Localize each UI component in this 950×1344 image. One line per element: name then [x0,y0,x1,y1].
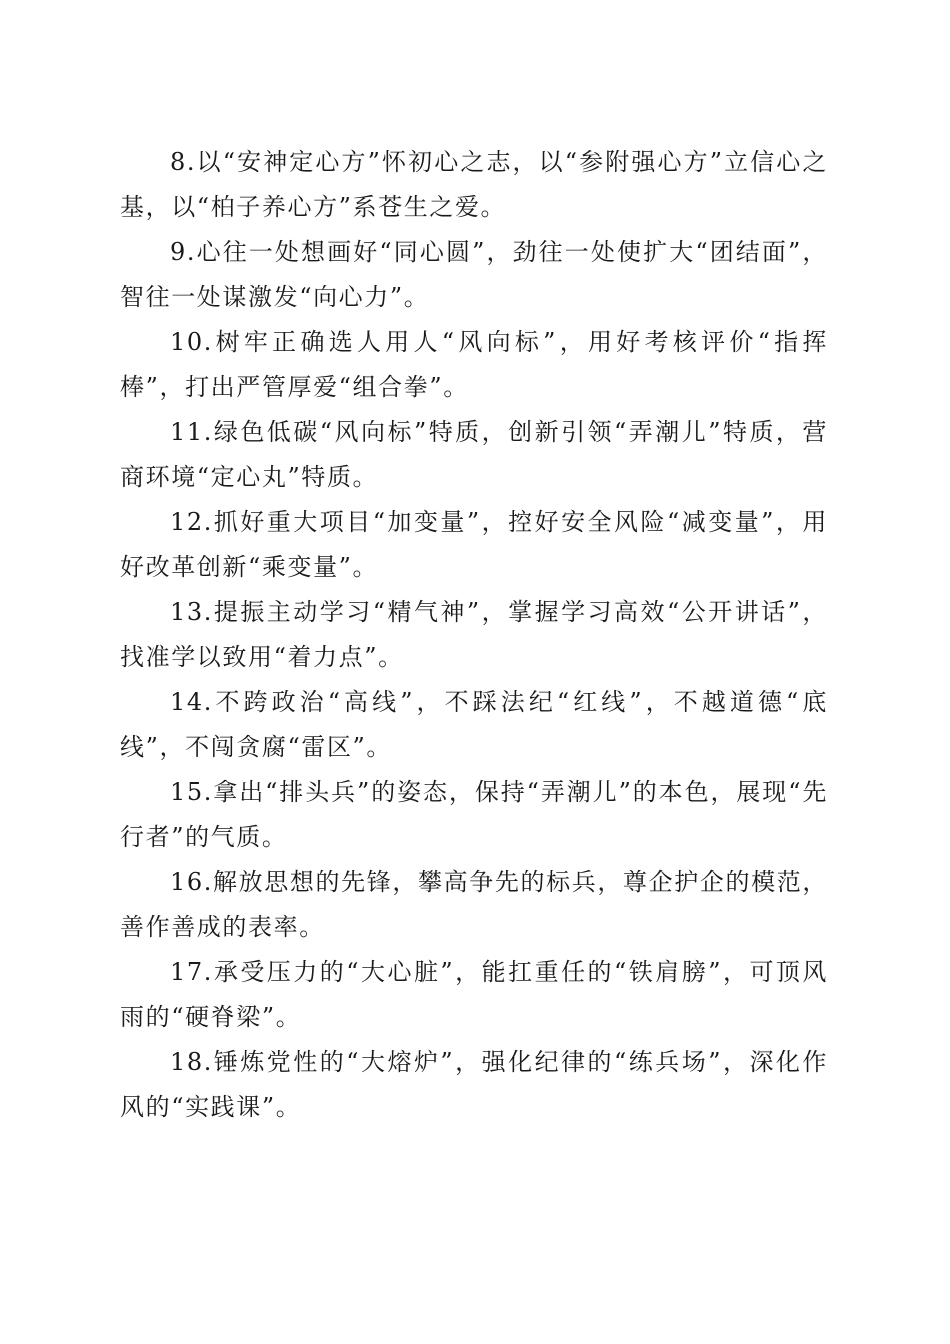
paragraph-item-15: 15.拿出“排头兵”的姿态，保持“弄潮儿”的本色，展现“先行者”的气质。 [120,778,828,851]
paragraph-item-13: 13.提振主动学习“精气神”，掌握学习高效“公开讲话”，找准学以致用“着力点”。 [120,598,828,671]
paragraph-item-9: 9.心往一处想画好“同心圆”，劲往一处使扩大“团结面”，智往一处谋激发“向心力”。 [120,238,828,311]
paragraph-item-18: 18.锤炼党性的“大熔炉”，强化纪律的“练兵场”，深化作风的“实践课”。 [120,1048,828,1121]
paragraph-item-14: 14.不跨政治“高线”，不踩法纪“红线”，不越道德“底线”，不闯贪腐“雷区”。 [120,688,828,761]
paragraph-item-16: 16.解放思想的先锋，攀高争先的标兵，尊企护企的模范，善作善成的表率。 [120,868,828,941]
paragraph-item-11: 11.绿色低碳“风向标”特质，创新引领“弄潮儿”特质，营商环境“定心丸”特质。 [120,418,828,491]
document-body [120,140,828,1130]
paragraph-item-10: 10.树牢正确选人用人“风向标”，用好考核评价“指挥棒”，打出严管厚爱“组合拳”。 [120,328,828,401]
paragraph-item-12: 12.抓好重大项目“加变量”，控好安全风险“减变量”，用好改革创新“乘变量”。 [120,508,828,581]
paragraph-item-8: 8.以“安神定心方”怀初心之志，以“参附强心方”立信心之基，以“柏子养心方”系苍生之爱。 [120,148,828,221]
paragraph-item-17: 17.承受压力的“大心脏”，能扛重任的“铁肩膀”，可顶风雨的“硬脊梁”。 [120,958,828,1031]
